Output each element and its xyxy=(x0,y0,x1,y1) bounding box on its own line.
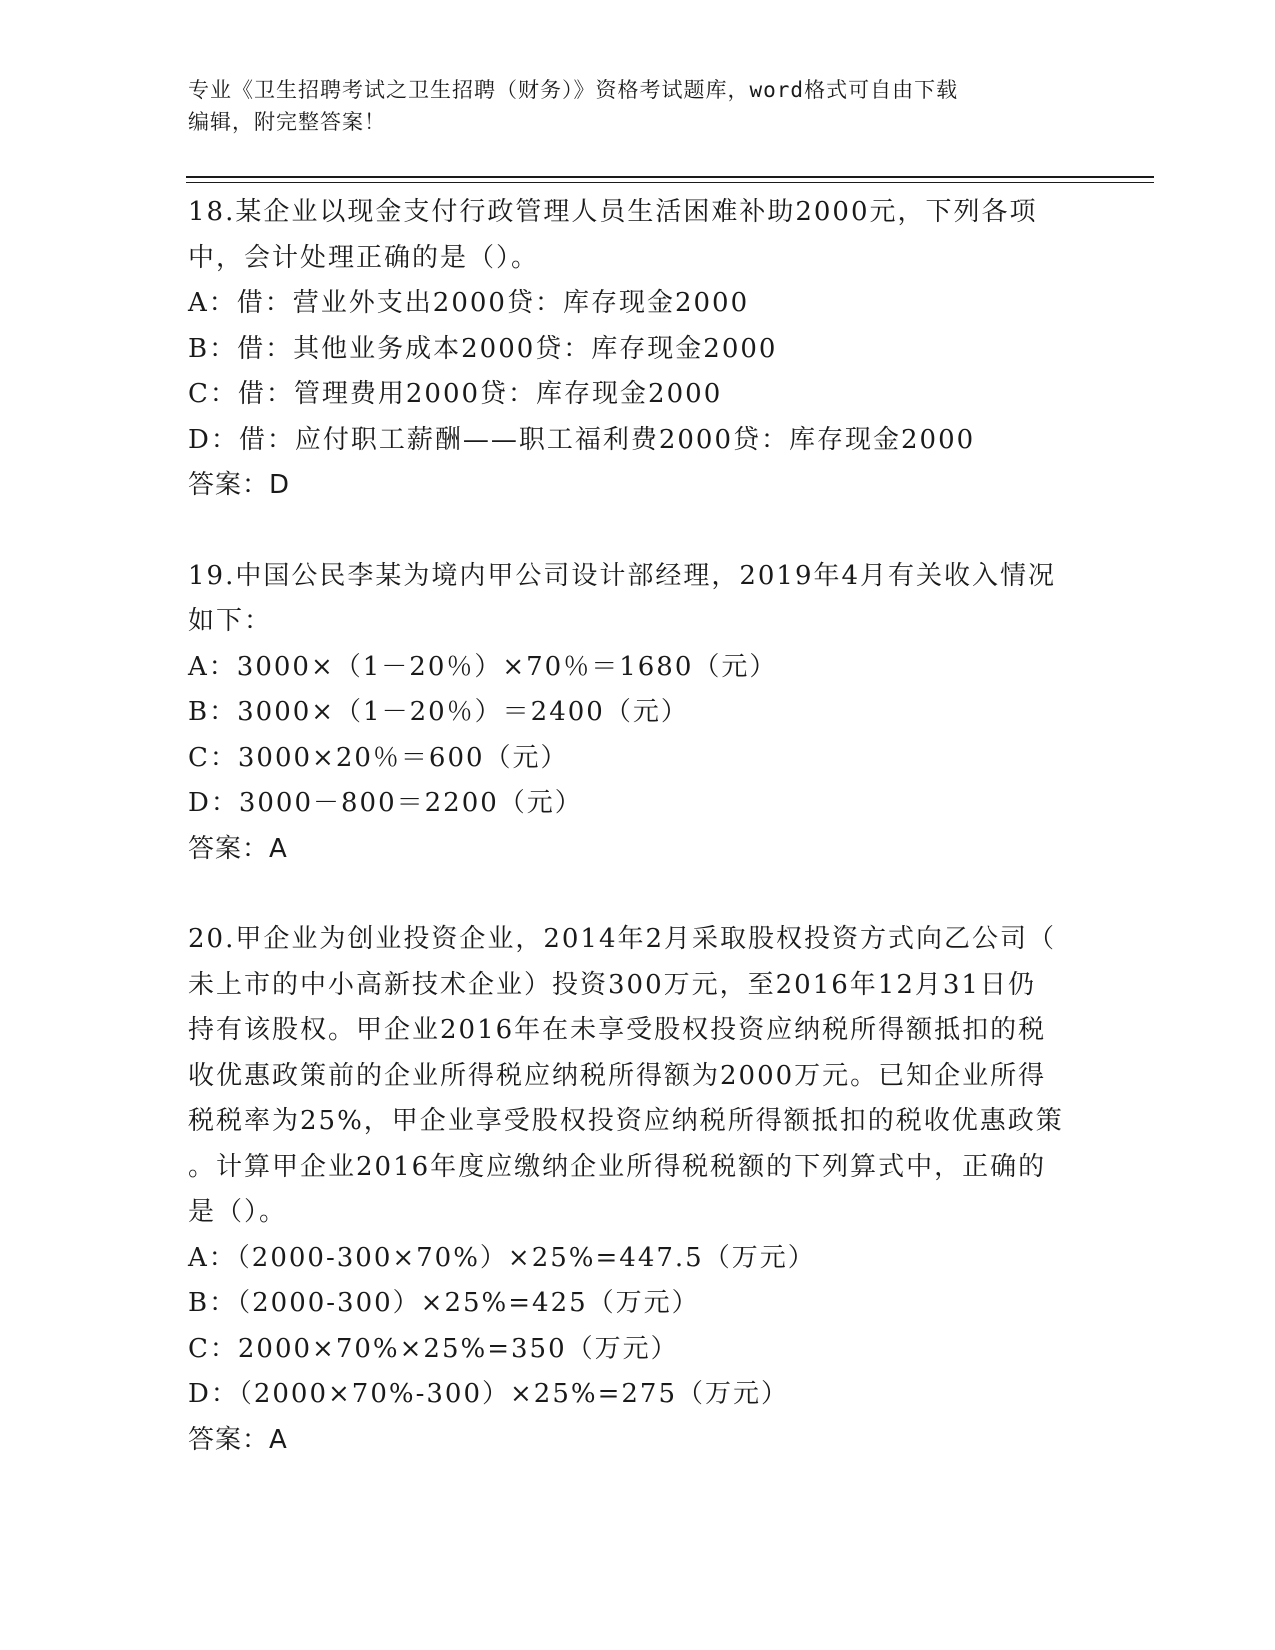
document-header xyxy=(188,74,1068,138)
option-a: A：（2000-300×70%）×25%=447.5（万元） xyxy=(188,1242,816,1273)
answer-label: 答案：D xyxy=(188,470,291,500)
option-b: B：（2000-300）×25%=425（万元） xyxy=(188,1288,700,1318)
option-d: D：（2000×70%-300）×25%=275（万元） xyxy=(188,1379,789,1409)
question-list xyxy=(188,190,1088,1463)
option-a: A：3000×（1－20％）×70％＝1680（元） xyxy=(188,651,778,682)
option-c: C：借：管理费用2000贷：库存现金2000 xyxy=(188,379,723,409)
question-20 xyxy=(188,917,1088,1463)
question-stem-line: 持有该股权。甲企业2016年在未享受股权投资应纳税所得额抵扣的税 xyxy=(188,1015,1047,1045)
question-stem-line: 18.某企业以现金支付行政管理人员生活困难补助2000元，下列各项 xyxy=(188,197,1038,227)
answer-label: 答案：A xyxy=(188,833,288,864)
question-stem-line: 19.中国公民李某为境内甲公司设计部经理，2019年4月有关收入情况 xyxy=(188,560,1057,591)
option-b: B：借：其他业务成本2000贷：库存现金2000 xyxy=(188,333,778,364)
option-a: A：借：营业外支出2000贷：库存现金2000 xyxy=(188,288,750,318)
question-stem-line: 未上市的中小高新技术企业）投资300万元，至2016年12月31日仍 xyxy=(188,969,1036,1000)
question-stem-line: 收优惠政策前的企业所得税应纳税所得额为2000万元。已知企业所得 xyxy=(188,1060,1047,1091)
option-c: C：2000×70%×25%=350（万元） xyxy=(188,1333,679,1364)
option-d: D：借：应付职工薪酬——职工福利费2000贷：库存现金2000 xyxy=(188,424,976,455)
question-stem-line: 如下： xyxy=(188,606,273,636)
question-19 xyxy=(188,554,1088,873)
header-line-2: 编辑，附完整答案！ xyxy=(188,110,386,134)
question-18 xyxy=(188,190,1088,509)
option-b: B：3000×（1－20％）＝2400（元） xyxy=(188,697,689,727)
question-stem-line: 。计算甲企业2016年度应缴纳企业所得税税额的下列算式中，正确的 xyxy=(188,1151,1047,1182)
header-divider-thick xyxy=(186,176,1154,178)
header-divider-thin xyxy=(186,182,1154,183)
question-stem-line: 20.甲企业为创业投资企业，2014年2月采取股权投资方式向乙公司（ xyxy=(188,924,1057,954)
answer-label: 答案：A xyxy=(188,1424,288,1455)
question-stem-line: 中，会计处理正确的是（）。 xyxy=(188,242,540,273)
question-stem-line: 税税率为25%，甲企业享受股权投资应纳税所得额抵扣的税收优惠政策 xyxy=(188,1106,1064,1136)
question-stem-line: 是（）。 xyxy=(188,1197,288,1227)
question-spacer xyxy=(188,509,1088,554)
header-line-1: 专业《卫生招聘考试之卫生招聘（财务）》资格考试题库，word格式可自由下载 xyxy=(188,78,959,102)
option-d: D：3000－800＝2200（元） xyxy=(188,788,583,818)
question-spacer xyxy=(188,872,1088,917)
option-c: C：3000×20％＝600（元） xyxy=(188,742,569,773)
